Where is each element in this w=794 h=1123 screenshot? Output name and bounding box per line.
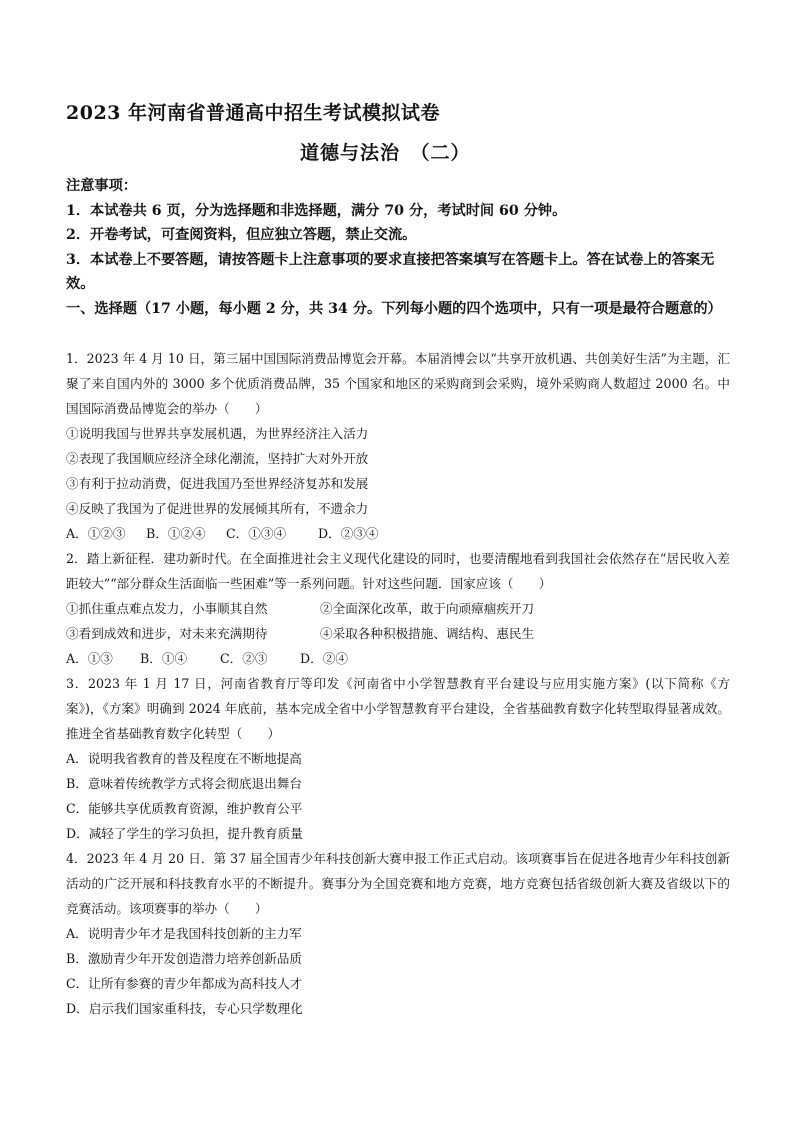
question-2-choice-d: D．②④ [300, 651, 348, 666]
question-2-choice-c: C．②③ [220, 651, 268, 666]
question-1-statement-3: ③有利于拉动消费，促进我国乃至世界经济复苏和发展 [66, 476, 369, 491]
question-2-statement-1: ①抓住重点难点发力，小事顺其自然 [66, 601, 268, 616]
question-4-choice-c: C．让所有参赛的青少年都成为高科技人才 [66, 976, 303, 991]
question-4-choice-a: A．说明青少年才是我国科技创新的主力军 [66, 926, 302, 941]
question-2-statements-row-1 [66, 596, 730, 621]
note-item-3: 3．本试卷上不要答题，请按答题卡上注意事项的要求直接把答案填写在答题卡上。答在试卷上的答案无效。 [66, 251, 715, 292]
question-2-statement-4: ④采取各种积极措施、调结构、惠民生 [320, 626, 535, 641]
exam-title: 2023 年河南省普通高中招生考试模拟试卷 [66, 102, 440, 124]
question-1-choice-d: D．②③④ [318, 526, 379, 541]
notes-block [66, 174, 730, 321]
questions-block [66, 346, 730, 1021]
question-1-statement-2: ②表现了我国顺应经济全球化潮流，坚持扩大对外开放 [66, 451, 369, 466]
question-2-choice-a: A．①③ [66, 651, 113, 666]
question-4-choice-d: D．启示我们国家重科技，专心只学数理化 [66, 1001, 303, 1016]
question-4-stem: 4．2023 年 4 月 20 日．第 37 届全国青少年科技创新大赛申报工作正式启动。该项赛事旨在促进各地青少年科技创新活动的广泛开展和科技教育水平的不断提升。赛事分为全国竞赛和地方竞赛，地方竞赛包括省级创新大赛及省级以下的竞赛活动。该项赛事的举办（ ） [66, 851, 730, 916]
question-1-choice-c: C．①③④ [226, 526, 287, 541]
question-1-stem: 1．2023 年 4 月 10 日，第三届中国国际消费品博览会开幕。本届消博会以“共享开放机遇、共创美好生活”为主题，汇聚了来自国内外的 3000 多个优质消费品牌，35 个国家和地区的采购商到会采购，境外采购商人数超过 2000 名。中国国际消费品博览会的举办（ ） [66, 351, 730, 416]
question-1-choices [66, 521, 730, 546]
question-2-stem: 2．踏上新征程．建功新时代。在全面推进社会主义现代化建设的同时，也要清醒地看到我国社会依然存在“居民收入差距较大”“部分群众生活面临一些困难”等一系列问题。针对这些问题．国家应该（ ） [66, 551, 730, 591]
question-2-statements-row-2 [66, 621, 730, 646]
question-1-statement-1: ①说明我国与世界共享发展机遇，为世界经济注入活力 [66, 426, 369, 441]
notes-heading: 注意事项： [66, 178, 137, 194]
question-1-choice-b: B．①②④ [146, 526, 206, 541]
question-4-choice-b: B．激励青少年开发创造潜力培养创新品质 [66, 951, 302, 966]
note-item-1: 1．本试卷共 6 页，分为选择题和非选择题，满分 70 分，考试时间 60 分钟。 [66, 202, 567, 219]
question-3-stem: 3．2023 年 1 月 17 日，河南省教育厅等印发《河南省中小学智慧教育平台建设与应用实施方案》(以下简称《方案》)，《方案》明确到 2024 年底前，基本完成全省中小学智慧教育平台建设，全省基础教育数字化转型取得显著成效。推进全省基础教育数字化转型（ ） [66, 676, 730, 741]
question-1-statement-4: ④反映了我国为了促进世界的发展倾其所有，不遗余力 [66, 501, 369, 516]
question-2-choices [66, 646, 730, 671]
question-1-choice-a: A．①②③ [66, 526, 126, 541]
question-2-choice-b: B．①④ [140, 651, 188, 666]
question-3-choice-d: D．减轻了学生的学习负担，提升教育质量 [66, 826, 303, 841]
exam-subtitle: 道德与法治 （二） [300, 142, 471, 164]
question-3-choice-a: A．说明我省教育的普及程度在不断地提高 [66, 751, 302, 766]
question-3-choice-b: B．意味着传统教学方式将会彻底退出舞台 [66, 776, 302, 791]
section-heading: 一、选择题（17 小题，每小题 2 分，共 34 分。下列每小题的四个选项中，只有一项是最符合题意的） [66, 300, 722, 317]
note-item-2: 2．开卷考试，可查阅资料，但应独立答题，禁止交流。 [66, 227, 417, 243]
question-3-choice-c: C．能够共享优质教育资源，维护教育公平 [66, 801, 303, 816]
question-2-statement-2: ②全面深化改革，敢于向顽瘴痼疾开刀 [320, 601, 535, 616]
question-2-statement-3: ③看到成效和进步，对未来充满期待 [66, 626, 268, 641]
